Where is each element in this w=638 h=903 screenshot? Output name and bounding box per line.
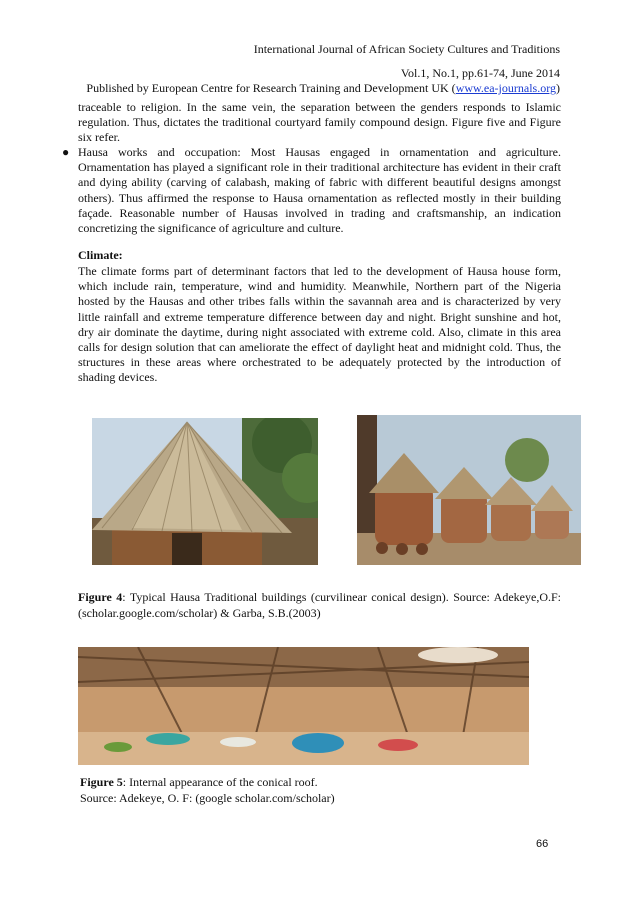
figure5-label: Figure 5 (80, 775, 123, 789)
figure5-caption-line (80, 774, 500, 790)
paragraph-religion: traceable to religion. In the same vein, the separation between the genders responds to Islamic regulation. Thus, dictates the traditional courtyard family compound design. Figure five and Figure six refer. (78, 100, 561, 145)
page-number: 66 (536, 838, 549, 850)
figure5-source: Source: Adekeye, O. F: (google scholar.com/scholar) (80, 791, 335, 805)
bullet-hausa-works (62, 145, 561, 236)
figure5-roof-interior-photo (78, 647, 529, 765)
climate-heading: Climate: (78, 248, 123, 262)
figure4-label: Figure 4 (78, 590, 123, 604)
publisher-suffix: ) (556, 81, 560, 95)
figure4-granaries-photo (357, 415, 581, 565)
bullet-icon: ● (62, 145, 70, 159)
figure5-caption (80, 774, 500, 806)
figure5-caption-text: : Internal appearance of the conical roof. (122, 775, 318, 789)
bullet-text: Hausa works and occupation: Most Hausas engaged in ornamentation and agriculture. Ornamentation has played a significant role in their traditional architecture has evident in their craft and dying ability (carving of calabash, making of fabric with different beautiful designs amongst others). Thus affirmed the response to Hausa ornamentation as reflected mostly in their building façade. Reasonable number of Hausas involved in trading and craftsmanship, an indication concretizing the significance of agriculture and culture. (78, 145, 561, 236)
figure4-hut-photo (92, 418, 318, 565)
publisher-prefix: Published by European Centre for Research Training and Development UK ( (86, 81, 456, 95)
journal-title: International Journal of African Society Cultures and Traditions (253, 42, 560, 56)
figure4-caption (78, 589, 561, 621)
journal-link[interactable]: www.ea-journals.org (455, 81, 556, 95)
journal-volume: Vol.1, No.1, pp.61-74, June 2014 (400, 66, 560, 80)
paragraph-climate: The climate forms part of determinant factors that led to the development of Hausa house form, which include rain, temperature, wind and humidity. Meanwhile, Northern part of the Nigeria hosted by the Hausas and other tribes falls within the savannah area and is characterized by very little rainfall and extreme temperature difference between day and night. Bright sunshine and hot, dry air dominate the daytime, during night associated with extreme cold. Also, climate in this area calls for design solution that can ameliorate the effect of daylight heat and midnight cold. Thus, the structures in these areas where orchestrated to be adequately protected by the introduction of shading devices. (78, 264, 561, 385)
figure4-caption-text: : Typical Hausa Traditional buildings (curvilinear conical design). Source: Adekeye,O.F: (scholar.google.com/scholar) & Garba, S.B.(2003) (78, 590, 561, 620)
publisher-line (86, 81, 560, 96)
